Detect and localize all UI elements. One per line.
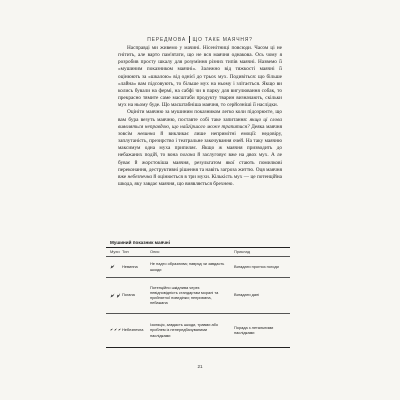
running-head-chapter: ЩО ТАКЕ МАЯЧНЯ? bbox=[192, 36, 253, 43]
table-title: Мушиний показник маячні bbox=[110, 240, 170, 245]
type-cell: Невинна bbox=[122, 264, 138, 270]
type-cell: Небезпечна bbox=[122, 327, 144, 333]
emphasis-text: невинна bbox=[137, 130, 156, 137]
fly-count-cell bbox=[106, 278, 122, 313]
running-head bbox=[0, 36, 400, 43]
example-cell: Порада з летальними наслідками bbox=[234, 324, 274, 335]
fly-scale-table bbox=[106, 239, 290, 348]
paragraph-text: Насправді ми живемо у мачині. Нісенітниці повсюди. Часом ці не гнітить, але варто пам'ятати, що не вся маячня однакова. Ось чому я розробив просту шкалу для розуміння різних типів маячні. Назвемо її «мушиним показником маячні». Залежно від тяжкості маячні її оцінюють за «шкалою» від однієї до трьох мух. Подивіться: що більше «лайна» вам підсовують, то більше мух на ньому і злітається. Якщо ви колись бували на фермі, на сабфі чи в парку для вигулювання собак, то прекрасно тямите саме масштаби продукту тварин визначають, скільки мух на ньому буде. Що масштабніша маячня, то серйозніші її наслідки. bbox=[118, 45, 282, 109]
table-bottom-rule bbox=[106, 347, 290, 348]
paragraph-text: й викликає лише непримітні емоції: недовіру, заплутаність, презирство і театральне закочування очей. На таку маячню максимум одна муха припиляє. Якщо ж маячня призводить до небажаних подій, то вона bbox=[118, 130, 282, 159]
emphasis-text: погана bbox=[179, 152, 196, 159]
paragraph-text: Деяка маячня зовсім bbox=[118, 123, 282, 137]
header-example: Приклад bbox=[234, 248, 251, 254]
header-description: Опис bbox=[150, 248, 160, 254]
description-cell: Потенційно шкідлива через невідповідність стандартам моралі та прийнятної поведінки; неприємна, небажана bbox=[150, 284, 219, 306]
fly-icon bbox=[116, 293, 121, 298]
body-text bbox=[118, 45, 282, 188]
fly-icon bbox=[110, 327, 113, 332]
fly-icon bbox=[118, 327, 121, 332]
running-head-section: ПЕРЕДМОВА bbox=[147, 36, 186, 43]
body-paragraph bbox=[118, 109, 282, 188]
emphasis-text: небезпечна bbox=[127, 173, 153, 180]
paragraph-text: Оцініти маячню за мушиним показником легко коли підозрюєте, що вам бура везуть маячню, поставте собі таке запитання: bbox=[118, 109, 282, 123]
table-header-row bbox=[106, 248, 290, 256]
paragraph-text: й оцінюється в три мухи. Кількість мух — це потенційна шкода, яку завдає маячня, що виявляється брехнею. bbox=[118, 173, 282, 187]
fly-icon bbox=[110, 293, 115, 298]
description-cell: Ізоляція, завдасть шкоди, травми або проблем із непередбачуваними наслідками bbox=[150, 322, 219, 338]
example-cell: Вигадати прогноз погоди bbox=[234, 264, 279, 270]
body-paragraph bbox=[118, 45, 282, 109]
type-cell: Погана bbox=[122, 292, 135, 298]
example-cell: Вигадати дані bbox=[234, 292, 260, 298]
fly-count-cell bbox=[106, 256, 122, 277]
description-cell: Не надто образлива; навряд чи завдасть шкоди bbox=[150, 261, 225, 272]
table-row bbox=[106, 256, 290, 277]
page-number: 21 bbox=[197, 364, 203, 369]
fly-icon bbox=[110, 264, 115, 269]
header-flies: Мухи bbox=[110, 248, 120, 254]
header-type: Тип bbox=[122, 248, 129, 254]
fly-count-cell bbox=[106, 313, 122, 347]
table-row bbox=[106, 313, 290, 347]
running-head-divider bbox=[189, 36, 190, 43]
fly-icon bbox=[114, 327, 117, 332]
paragraph-text: й заслуговує вже на двох мух. А ле буває й жорстокіша маячня, результатом якої стають помилкові переконання, деструктивні рішення та навіть загроза життю. Оця маячня вже bbox=[118, 152, 282, 180]
table-row bbox=[106, 278, 290, 313]
emphasis-text: якщо ці слова виявляться неправдою, що найгіршого може трапитися? bbox=[118, 116, 282, 130]
